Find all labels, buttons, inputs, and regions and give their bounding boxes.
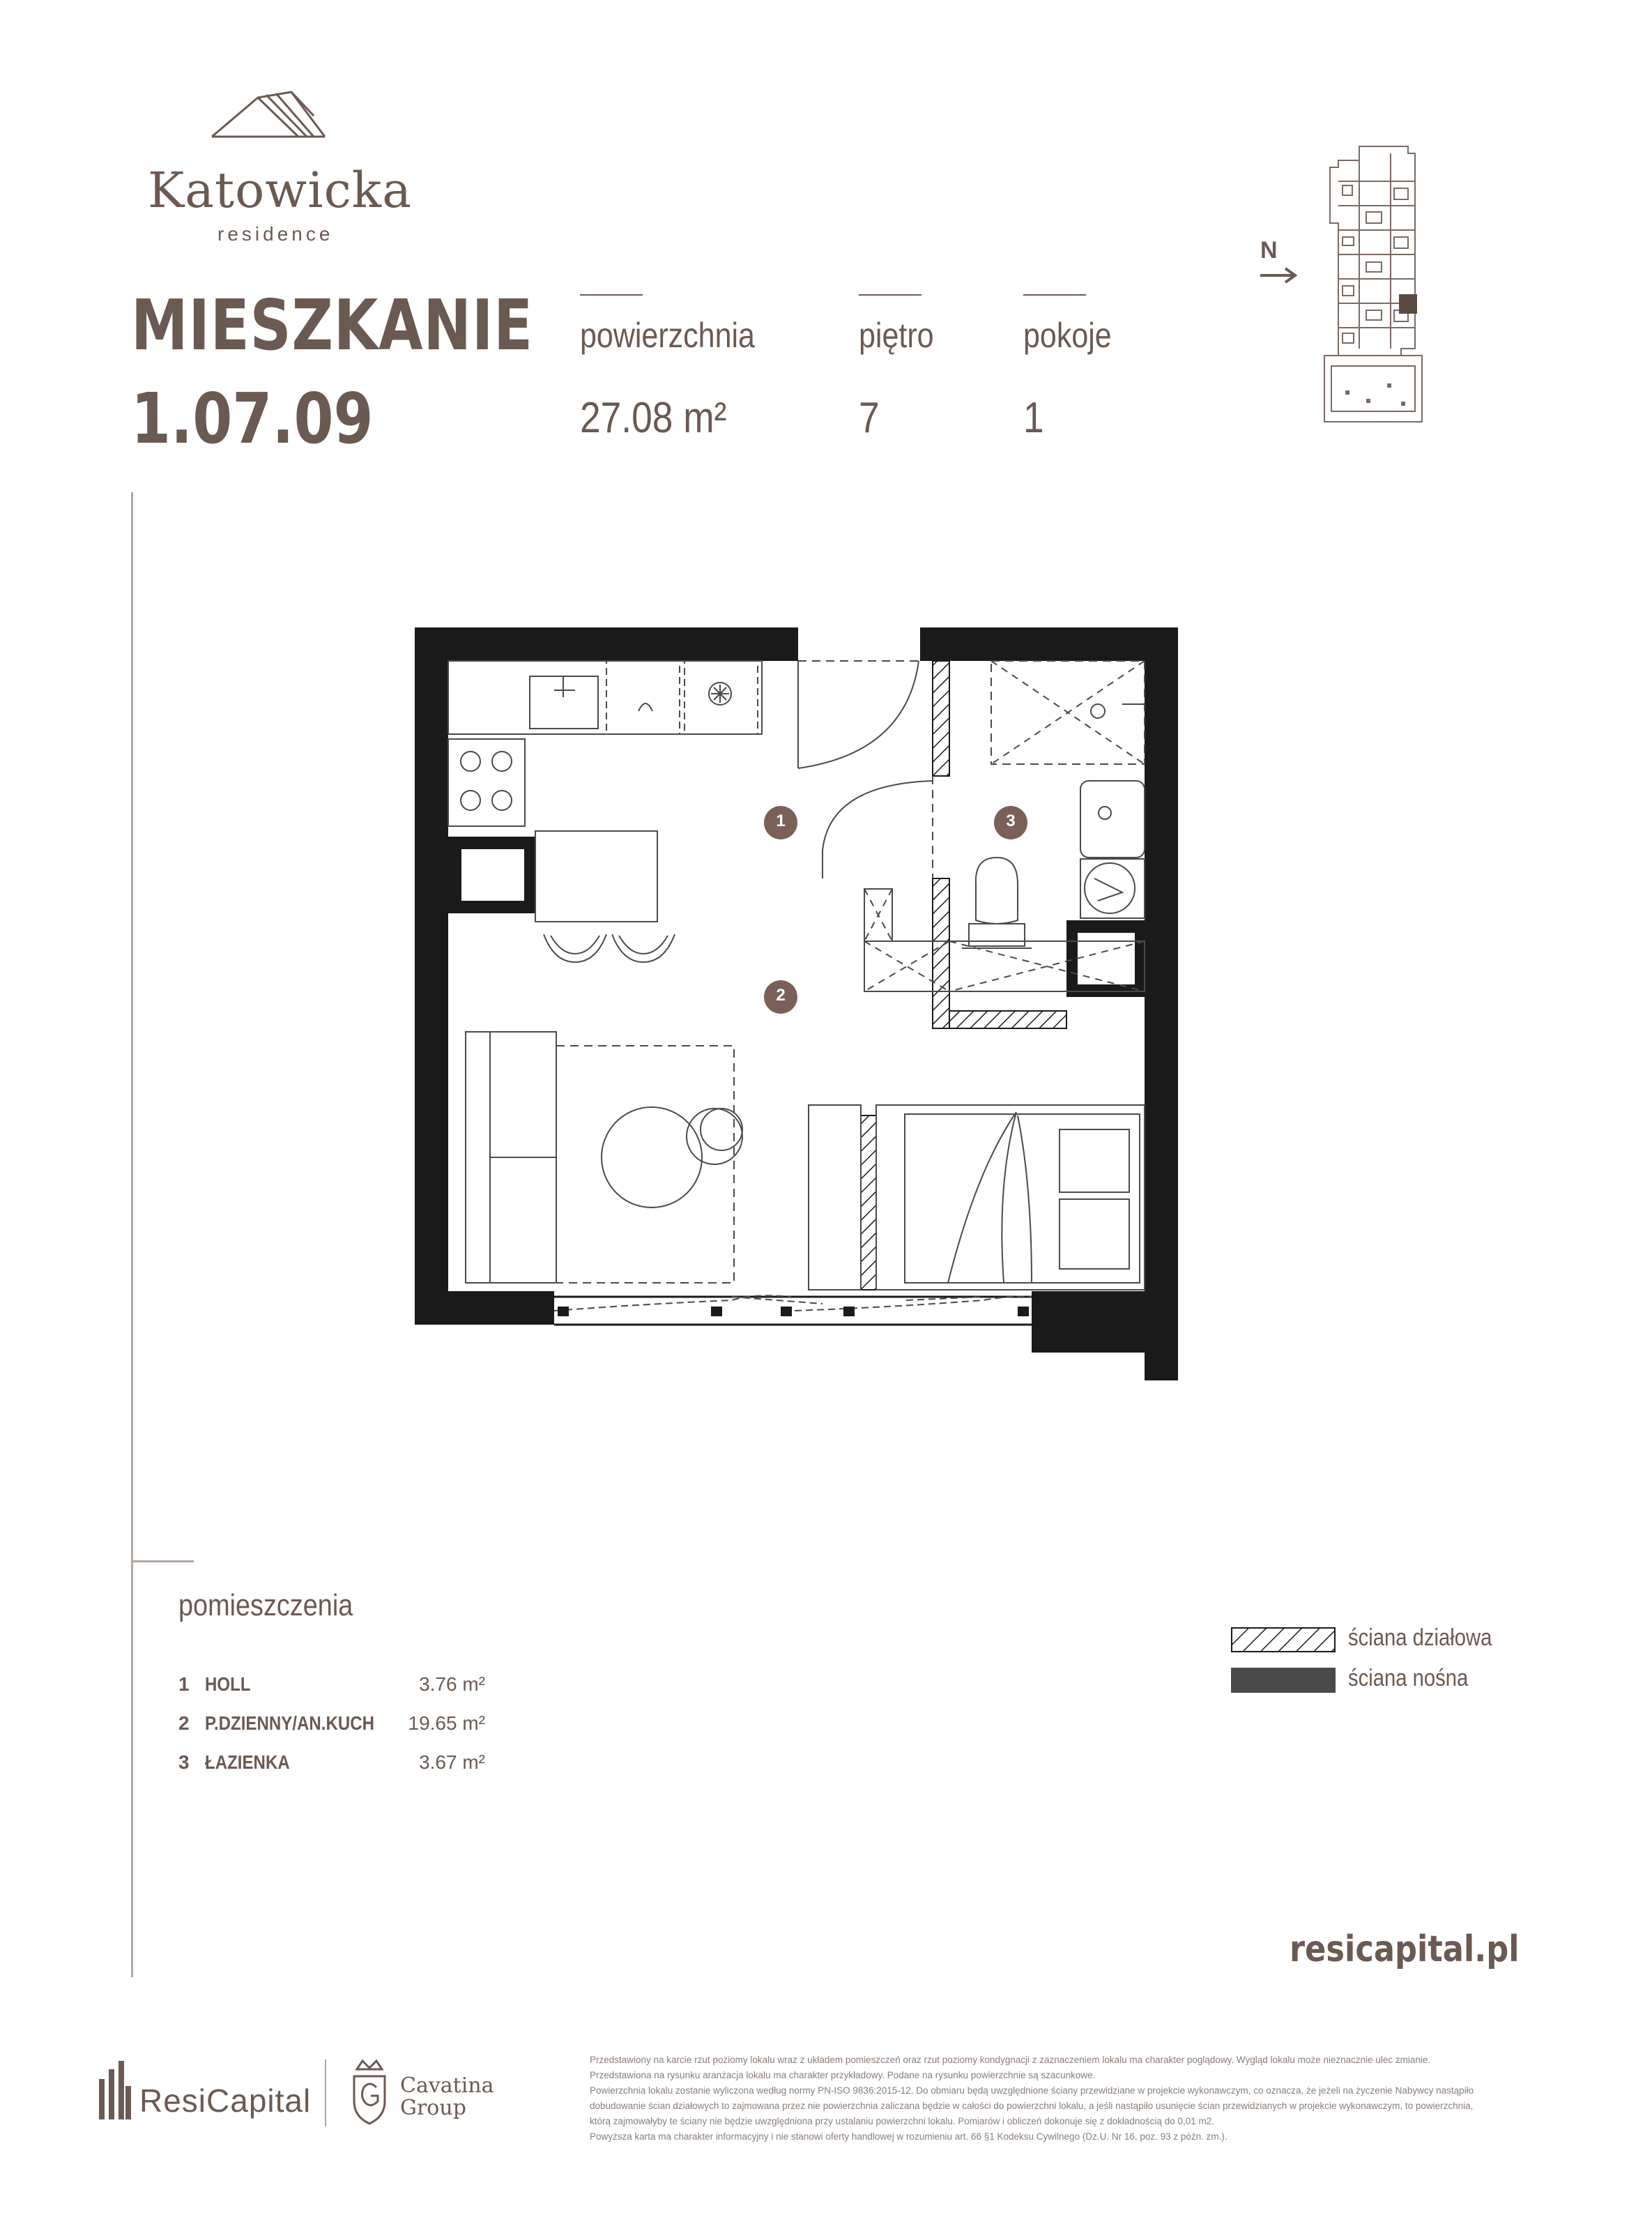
floor-plan — [404, 614, 1206, 1380]
compass-label: N — [1260, 237, 1278, 264]
legend-label-loadbearing: ściana nośna — [1348, 1665, 1469, 1691]
cavatina-group: Group — [400, 2096, 466, 2120]
brand-name: Katowicka — [148, 162, 412, 219]
stat-divider — [859, 294, 921, 296]
legend-label-partition: ściana działowa — [1348, 1624, 1492, 1651]
room-marker-label-1: 1 — [776, 812, 786, 830]
resicapital-logo-icon — [98, 2058, 132, 2121]
stat-area-label: powierzchnia — [580, 316, 755, 355]
disclaimer-paragraph: Przedstawiony na karcie rzut poziomy lokalu wraz z układem pomieszczeń oraz rzut poziomy kondygnacji z zaznaczeniem lokalu ma charakter poglądowy. Wygląd lokalu może nieznacznie ulec zmianie. — [590, 2055, 1431, 2065]
arrow-right-icon — [1259, 265, 1301, 286]
mountain-logo-icon — [209, 77, 328, 139]
disclaimer-paragraph: Powierzchnia lokalu zostanie wyliczona według normy PN-ISO 9836:2015-12. Do obmiaru będą uwzględnione ściany przewidziane w projekcie wykonawczym, co oznacza, że jeżeli na życzenie Nabywcy nastąpiło dobudowanie ścian działowych to zajmowana przez nie powierzchnia zaliczana będzie w całości do powierzchni lokalu, a jeśli nastąpiło usunięcie ścian przewidzianych w projekcie wykonawczym, to powierzchnia, którą zajmowałyby te ściany nie będzie uwzględniona przy ustalaniu powierzchni lokalu. Pomiarów i obliczeń dokonuje się z dokładnością do 0,01 m2. — [590, 2085, 1474, 2126]
stat-rooms-label: pokoje — [1023, 316, 1112, 355]
cavatina-crest-icon — [349, 2057, 390, 2126]
room-area: 19.65 m² — [408, 1712, 485, 1734]
disclaimer-paragraph: Powyższa karta ma charakter informacyjny i nie stanowi oferty handlowej w rozumieniu art. 66 §1 Kodeksu Cywilnego (Dz.U. Nr 16, poz. 93 z późn. zm.). — [590, 2131, 1227, 2142]
left-vertical-rule — [131, 492, 133, 1977]
stat-rooms-value: 1 — [1023, 394, 1044, 442]
legal-disclaimer — [590, 2053, 1489, 2145]
stat-floor-label: piętro — [859, 316, 934, 355]
apartment-number: 1.07.09 — [131, 378, 374, 459]
room-number: 2 — [178, 1712, 190, 1734]
list-item — [178, 1673, 485, 1701]
list-item — [178, 1751, 485, 1779]
resicapital-logo-text: ResiCapital — [139, 2082, 312, 2119]
room-marker-label-3: 3 — [1006, 812, 1016, 830]
highlighted-unit — [1399, 294, 1417, 314]
legend-hatched-swatch — [1231, 1627, 1336, 1652]
room-number: 3 — [178, 1751, 190, 1773]
section-divider — [131, 1560, 194, 1562]
rooms-title: pomieszczenia — [178, 1588, 353, 1622]
legend-solid-swatch — [1231, 1668, 1336, 1693]
footer-divider — [325, 2059, 326, 2126]
stat-floor-value: 7 — [859, 394, 880, 442]
room-name: P.DZIENNY/AN.KUCH — [205, 1712, 375, 1734]
room-area: 3.76 m² — [419, 1673, 485, 1695]
room-number: 1 — [178, 1673, 190, 1695]
disclaimer-paragraph: Przedstawiona na rysunku aranżacja lokalu ma charakter przykładowy. Podane na rysunku powierzchnie są szacunkowe. — [590, 2070, 1096, 2080]
cavatina-name: Cavatina — [400, 2073, 494, 2098]
room-name: ŁAZIENKA — [205, 1751, 290, 1773]
list-item — [178, 1712, 485, 1740]
stat-divider — [1023, 294, 1086, 296]
page-title: MIESZKANIE — [131, 284, 533, 366]
stat-divider — [580, 294, 643, 296]
stat-area-value: 27.08 m² — [580, 394, 727, 442]
brand-subtitle: residence — [217, 223, 334, 245]
room-marker-label-2: 2 — [776, 986, 786, 1005]
website-link[interactable]: resicapital.pl — [1290, 1928, 1520, 1970]
room-area: 3.67 m² — [419, 1751, 485, 1773]
building-key-plan — [1317, 139, 1429, 432]
room-name: HOLL — [205, 1673, 251, 1695]
